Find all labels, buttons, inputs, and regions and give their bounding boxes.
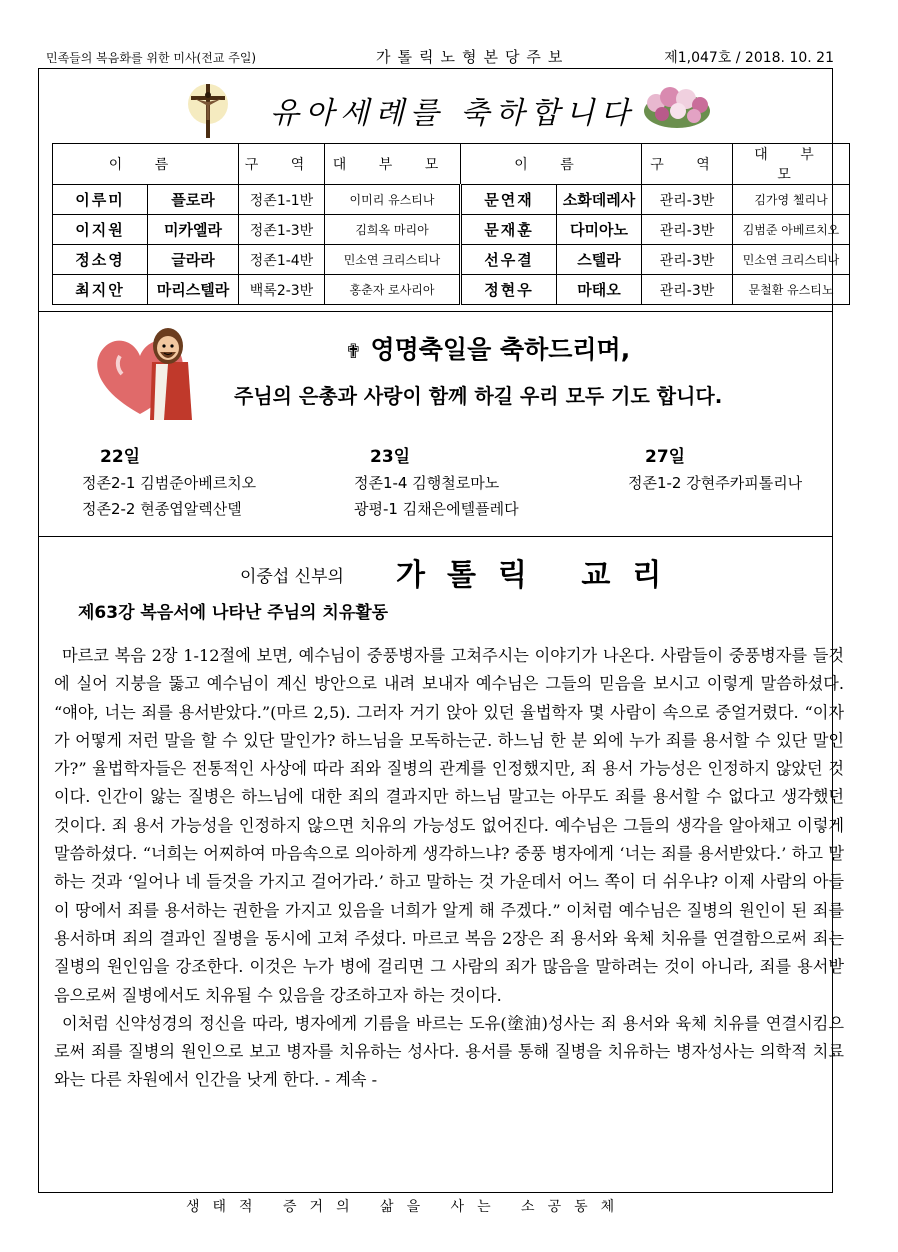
baptism-table [52,143,850,305]
child-name: 이루미 [53,185,148,215]
footer-motto: 생태적 증거의 삶을 사는 소공동체 [186,1199,628,1215]
child-name: 문재훈 [461,215,557,245]
christian-name: 마리스텔라 [148,275,239,305]
lesson-heading: 제63강 복음서에 나타난 주님의 치유활동 [78,603,389,623]
table-row [53,275,850,305]
day-label: 27일 [645,447,686,467]
district: 관리-3반 [642,245,733,275]
feast-entry: 정존1-2 강현주카피톨리나 [628,474,803,492]
jesus-heart-illustration [90,322,200,422]
child-name: 최지안 [53,275,148,305]
godparent: 민소연 크리스티나 [325,245,461,275]
godparent: 김범준 아베르치오 [733,215,850,245]
feast-entry: 광평-1 김채은에텔플레다 [354,500,519,518]
district: 관리-3반 [642,215,733,245]
section-divider [38,311,833,312]
christian-name: 마태오 [557,275,642,305]
doctrine-body [54,642,844,1095]
feast-entry: 정존2-1 김범준아베르치오 [82,474,257,492]
doctrine-title: 가톨릭 교리 [396,558,684,593]
baptism-title: 유아세례를 축하합니다 [270,96,636,131]
christian-name: 미카엘라 [148,215,239,245]
godparent: 문철환 유스티노 [733,275,850,305]
mass-intention: 민족들의 복음화를 위한 미사(전교 주일) [46,51,257,65]
district: 관리-3반 [642,185,733,215]
christian-name: 플로라 [148,185,239,215]
day-label: 23일 [370,447,411,467]
issue-date: 제1,047호 / 2018. 10. 21 [664,50,834,66]
godparent: 홍춘자 로사리아 [325,275,461,305]
godparent: 이미리 유스티나 [325,185,461,215]
day-label: 22일 [100,447,141,467]
godparent: 민소연 크리스티나 [733,245,850,275]
paragraph: 마르코 복음 2장 1-12절에 보면, 예수님이 중풍병자를 고쳐주시는 이야기가 나온다. 사람들이 중풍병자를 들것에 실어 지붕을 뚫고 예수님이 계신 방안으로 내려 보내자 예수님은 그들의 믿음을 보시고 이렇게 말씀하셨다. “얘야, 너는 죄를 용서받았다.”(마르 2,5). 그러자 거기 앉아 있던 율법학자 몇 사람이 속으로 중얼거렸다. “이자가 어떻게 저런 말을 할 수 있단 말인가? 하느님을 모독하는군. 하느님 한 분 외에 누가 죄를 용서할 수 있단 말인가?” 율법학자들은 전통적인 사상에 따라 죄와 질병의 관계를 인정했지만, 죄 용서 가능성은 인정하지 않았던 것이다. 인간이 앓는 질병은 하느님에 대한 죄의 결과지만 하느님 말고는 아무도 죄를 용서할 수 없다고 생각했던 것이다. 죄 용서 가능성을 인정하지 않으면 치유의 가능성도 없어진다. 예수님은 그들의 생각을 알아채고 이렇게 말씀하셨다. “너희는 어찌하여 마음속으로 의아하게 생각하느냐? 중풍 병자에게 ‘너는 죄를 용서받았다.’ 하고 말하는 것과 ‘일어나 네 들것을 가지고 걸어가라.’ 하고 말하는 것 가운데서 어느 쪽이 더 쉬우냐? 이제 사람의 아들이 땅에서 죄를 용서하는 권한을 가지고 있음을 너희가 알게 해 주겠다.” 이처럼 예수님은 질병의 원인이 된 죄를 용서하며 죄의 결과인 질병을 동시에 고쳐 주셨다. 마르코 복음 2장은 죄 용서와 육체 치유를 연결함으로써 죄는 질병의 원인임을 강조한다. 이것은 누가 병에 걸리면 그 사람의 죄가 많음을 말하려는 것이 아니라, 죄를 용서받음으로써 질병에서도 치유될 수 있음을 강조하고자 하는 것이다. [54,646,844,1005]
column-header: 대 부 모 [325,144,461,185]
column-header: 대 부 모 [733,144,850,185]
column-header: 구 역 [642,144,733,185]
district: 관리-3반 [642,275,733,305]
column-header: 이 름 [53,144,239,185]
doctrine-byline: 이중섭 신부의 [240,567,344,587]
district: 백록2-3반 [239,275,325,305]
christian-name: 소화데레사 [557,185,642,215]
column-header: 이 름 [461,144,642,185]
table-row [53,185,850,215]
christian-name: 다미아노 [557,215,642,245]
column-header: 구 역 [239,144,325,185]
section-divider [38,536,833,537]
district: 정존1-3반 [239,215,325,245]
child-name: 정현우 [461,275,557,305]
table-header-row [53,144,850,185]
bulletin-name: 가톨릭노형본당주보 [376,48,570,66]
table-row [53,245,850,275]
christian-name: 스텔라 [557,245,642,275]
child-name: 이지원 [53,215,148,245]
bulletin-header [38,44,838,66]
christian-name: 글라라 [148,245,239,275]
cross-icon: ✟ [345,339,362,363]
crucifix-icon [183,82,233,140]
district: 정존1-1반 [239,185,325,215]
district: 정존1-4반 [239,245,325,275]
feast-subtitle: 주님의 은총과 사랑이 함께 하길 우리 모두 기도 합니다. [234,384,723,408]
feast-title-text: 영명축일을 축하드리며, [370,335,631,364]
table-row [53,215,850,245]
feast-title [345,330,630,366]
godparent: 김가영 첼리나 [733,185,850,215]
feast-entry: 정존2-2 현종엽알렉산델 [82,500,242,518]
feast-entry: 정존1-4 김행철로마노 [354,474,500,492]
flower-bouquet-icon [640,83,714,131]
paragraph: 이처럼 신약성경의 정신을 따라, 병자에게 기름을 바르는 도유(塗油)성사는 죄 용서와 육체 치유를 연결시킴으로써 죄를 질병의 원인으로 보고 병자를 치유하는 성사다. 용서를 통해 질병을 치유하는 병자성사는 의학적 치료와는 다른 차원에서 인간을 낫게 한다. - 계속 - [54,1013,844,1090]
godparent: 김희옥 마리아 [325,215,461,245]
child-name: 선우결 [461,245,557,275]
child-name: 정소영 [53,245,148,275]
child-name: 문연재 [461,185,557,215]
